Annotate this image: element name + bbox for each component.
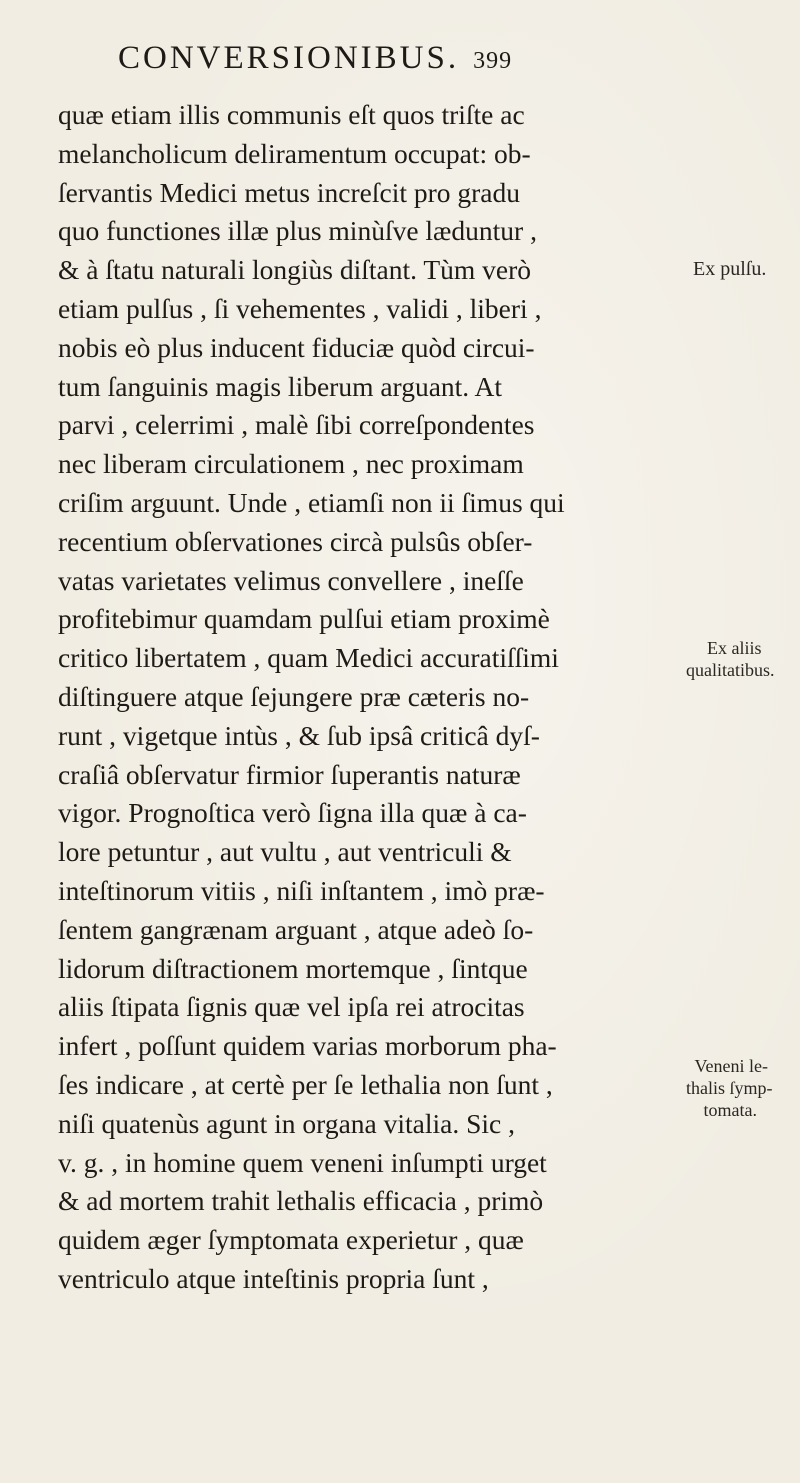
text-line: criſim arguunt. Unde , etiamſi non ii ſimus qui bbox=[58, 486, 565, 518]
text-line: nobis eò plus inducent fiduciæ quòd circui- bbox=[58, 331, 535, 363]
text-line: ſes indicare , at certè per ſe lethalia non ſunt , bbox=[58, 1068, 553, 1100]
margin-note-poison bbox=[686, 1055, 773, 1121]
running-header bbox=[118, 38, 638, 81]
text-line: aliis ſtipata ſignis quæ vel ipſa rei atrocitas bbox=[58, 991, 525, 1023]
text-line: vatas varietates velimus convellere , ineſſe bbox=[58, 564, 524, 596]
text-line: recentium obſervationes circà pulsûs obſer- bbox=[58, 525, 533, 557]
text-line: diſtinguere atque ſejungere præ cæteris no- bbox=[58, 680, 530, 712]
text-line: quidem æger ſymptomata experietur , quæ bbox=[58, 1224, 524, 1256]
text-line: v. g. , in homine quem veneni inſumpti urget bbox=[58, 1146, 547, 1178]
margin-note-line: qualitatibus. bbox=[686, 660, 775, 680]
text-line: quo functiones illæ plus minùſve læduntur , bbox=[58, 215, 537, 247]
main-text-block bbox=[58, 96, 658, 1299]
text-line: melancholicum deliramentum occupat: ob- bbox=[58, 137, 531, 169]
text-line: & ad mortem trahit lethalis efficacia , primò bbox=[58, 1185, 544, 1217]
margin-note-pulse bbox=[693, 258, 766, 280]
text-line: critico libertatem , quam Medici accuratiſſimi bbox=[58, 642, 559, 674]
text-line: niſi quatenùs agunt in organa vitalia. Sic , bbox=[58, 1107, 515, 1139]
margin-note-other-qualities bbox=[686, 637, 775, 681]
text-line: tum ſanguinis magis liberum arguant. At bbox=[58, 370, 503, 402]
running-title: CONVERSIONIBUS. bbox=[118, 40, 460, 76]
text-line: etiam pulſus , ſi vehementes , validi , liberi , bbox=[58, 292, 542, 324]
margin-note-line: thalis ſymp- bbox=[686, 1078, 773, 1098]
text-line: nec liberam circulationem , nec proximam bbox=[58, 448, 524, 480]
text-line: ſervantis Medici metus increſcit pro gradu bbox=[58, 176, 521, 208]
text-line: lidorum diſtractionem mortemque , ſintque bbox=[58, 952, 528, 984]
text-line: quæ etiam illis communis eſt quos triſte ac bbox=[58, 99, 525, 130]
text-line: vigor. Prognoſtica verò ſigna illa quæ à ca- bbox=[58, 797, 527, 829]
text-line: & à ſtatu naturali longiùs diſtant. Tùm verò bbox=[58, 254, 532, 286]
text-line: craſiâ obſervatur firmior ſuperantis naturæ bbox=[58, 758, 521, 790]
margin-note-line: Veneni le- bbox=[694, 1056, 768, 1076]
text-line: parvi , celerrimi , malè ſibi correſpondentes bbox=[58, 409, 535, 441]
page-number: 399 bbox=[473, 48, 513, 74]
text-line: profitebimur quamdam pulſui etiam proximè bbox=[58, 603, 550, 635]
text-line: infert , poſſunt quidem varias morborum pha- bbox=[58, 1030, 557, 1062]
text-line: lore petuntur , aut vultu , aut ventriculi & bbox=[58, 836, 512, 868]
text-line: runt , vigetque intùs , & ſub ipsâ criticâ dyſ- bbox=[58, 719, 540, 751]
margin-note-line: Ex pulſu. bbox=[693, 258, 767, 280]
text-line: ventriculo atque inteſtinis propria ſunt , bbox=[58, 1262, 489, 1294]
text-line: inteſtinorum vitiis , niſi inſtantem , imò præ- bbox=[58, 874, 545, 906]
text-line: ſentem gangrænam arguant , atque adeò ſo- bbox=[58, 913, 534, 945]
margin-note-line: Ex aliis bbox=[707, 638, 762, 658]
margin-note-line: tomata. bbox=[703, 1100, 757, 1120]
